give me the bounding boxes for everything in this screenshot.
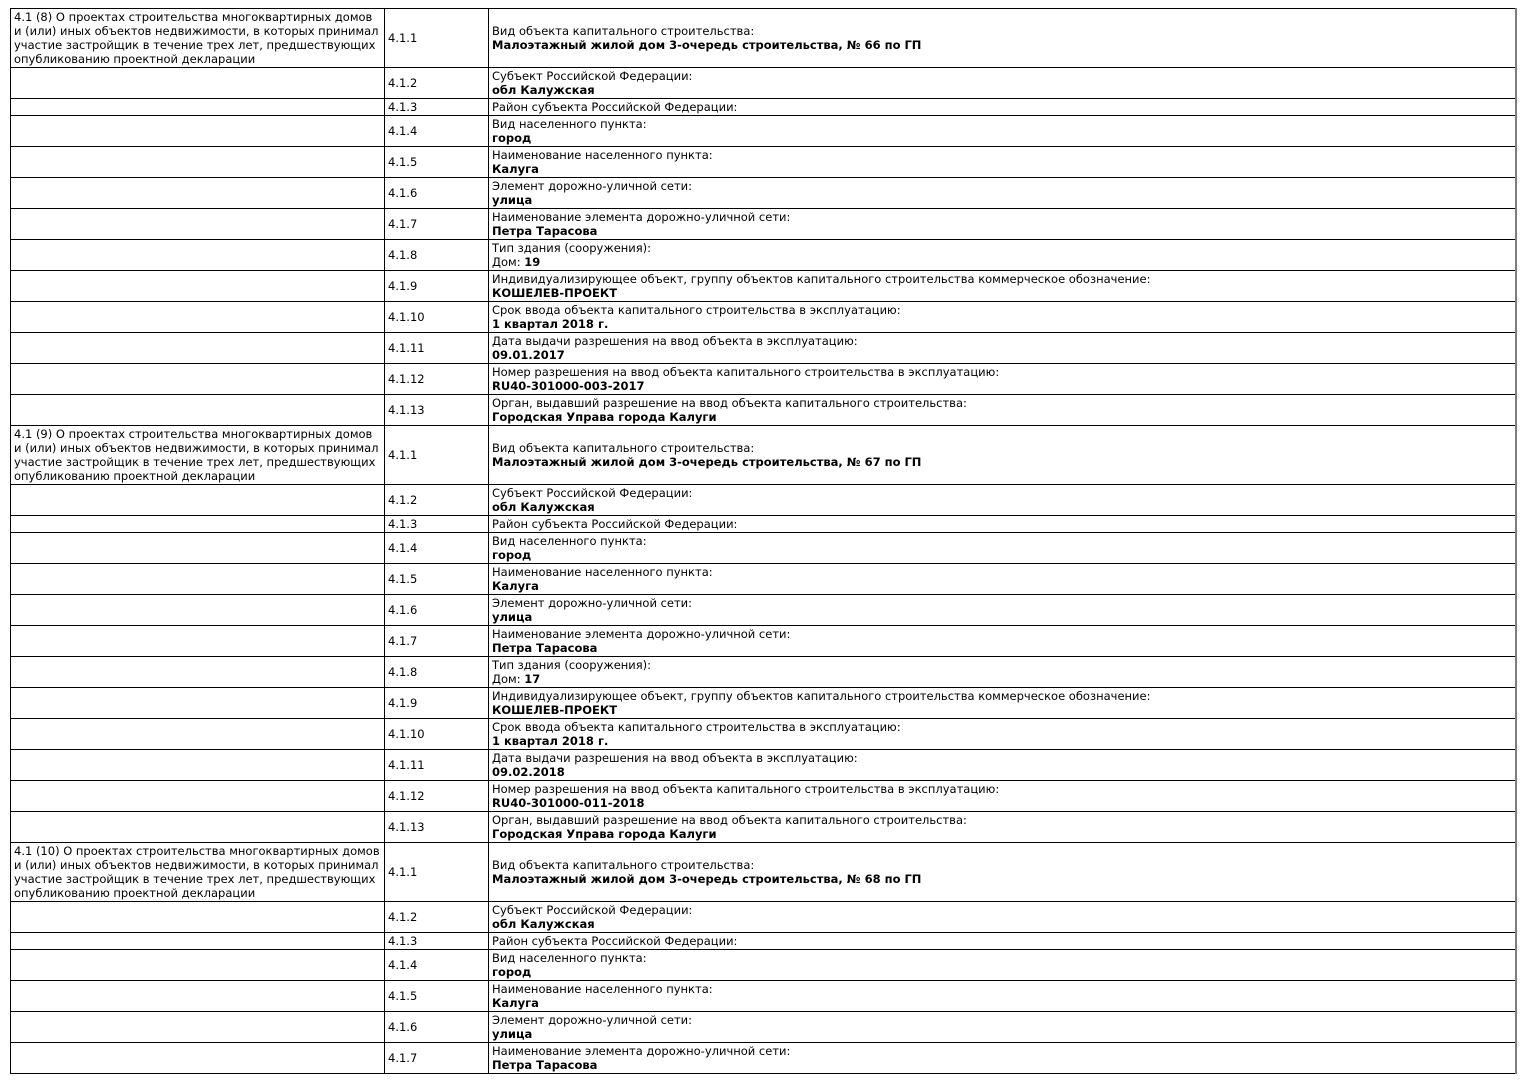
- field-value: обл Калужская: [492, 83, 595, 97]
- field-value: RU40-301000-011-2018: [492, 796, 645, 810]
- table-row: [11, 9, 1517, 68]
- item-number-cell: 4.1.10: [385, 719, 489, 750]
- field-value: 09.01.2017: [492, 348, 565, 362]
- item-number-cell: 4.1.12: [385, 781, 489, 812]
- item-number-cell: 4.1.1: [385, 843, 489, 902]
- item-number-cell: 4.1.8: [385, 657, 489, 688]
- detail-cell: [489, 395, 1517, 426]
- detail-cell: [489, 426, 1517, 485]
- table-row: [11, 302, 1517, 333]
- section-cell: [11, 1012, 385, 1043]
- table-row: [11, 719, 1517, 750]
- item-number-cell: 4.1.2: [385, 68, 489, 99]
- detail-cell: [489, 719, 1517, 750]
- table-row: [11, 271, 1517, 302]
- table-row: [11, 364, 1517, 395]
- field-label: Вид населенного пункта:: [492, 951, 647, 965]
- field-label: Район субъекта Российской Федерации:: [492, 934, 738, 948]
- field-value-line: [492, 917, 1512, 931]
- table-row: [11, 812, 1517, 843]
- table-row: [11, 99, 1517, 116]
- table-row: [11, 516, 1517, 533]
- field-value-line: [492, 548, 1512, 562]
- field-label: Вид населенного пункта:: [492, 534, 647, 548]
- item-number-cell: 4.1.11: [385, 333, 489, 364]
- item-number-cell: 4.1.2: [385, 485, 489, 516]
- section-cell: [11, 333, 385, 364]
- field-label: Орган, выдавший разрешение на ввод объекта капитального строительства:: [492, 813, 967, 827]
- field-label: Вид объекта капитального строительства:: [492, 858, 755, 872]
- field-value: Городская Управа города Калуги: [492, 410, 717, 424]
- item-number-cell: 4.1.6: [385, 178, 489, 209]
- section-cell: [11, 533, 385, 564]
- field-label: Наименование элемента дорожно-уличной сети:: [492, 627, 791, 641]
- section-cell: [11, 99, 385, 116]
- field-label: Субъект Российской Федерации:: [492, 69, 693, 83]
- field-label: Наименование населенного пункта:: [492, 565, 713, 579]
- field-label: Дата выдачи разрешения на ввод объекта в эксплуатацию:: [492, 334, 858, 348]
- item-number-cell: 4.1.12: [385, 364, 489, 395]
- field-value-line: [492, 162, 1512, 176]
- field-value: Городская Управа города Калуги: [492, 827, 717, 841]
- item-number-cell: 4.1.2: [385, 902, 489, 933]
- detail-cell: [489, 485, 1517, 516]
- detail-cell: [489, 116, 1517, 147]
- detail-cell: [489, 364, 1517, 395]
- detail-cell: [489, 209, 1517, 240]
- field-label: Субъект Российской Федерации:: [492, 903, 693, 917]
- field-label: Номер разрешения на ввод объекта капитального строительства в эксплуатацию:: [492, 365, 1000, 379]
- detail-cell: [489, 781, 1517, 812]
- detail-cell: [489, 812, 1517, 843]
- table-row: [11, 657, 1517, 688]
- field-value: 09.02.2018: [492, 765, 565, 779]
- detail-cell: [489, 1012, 1517, 1043]
- field-value-line: [492, 193, 1512, 207]
- item-number-cell: 4.1.4: [385, 116, 489, 147]
- section-cell: [11, 750, 385, 781]
- section-cell: [11, 902, 385, 933]
- table-row: [11, 147, 1517, 178]
- field-value-line: [492, 765, 1512, 779]
- field-value-line: [492, 224, 1512, 238]
- detail-cell: [489, 516, 1517, 533]
- field-label: Тип здания (сооружения):: [492, 658, 652, 672]
- item-number-cell: 4.1.7: [385, 626, 489, 657]
- table-row: [11, 68, 1517, 99]
- field-label: Орган, выдавший разрешение на ввод объекта капитального строительства:: [492, 396, 967, 410]
- item-number-cell: 4.1.13: [385, 395, 489, 426]
- section-cell: [11, 364, 385, 395]
- field-value: Малоэтажный жилой дом 3-очередь строительства, № 68 по ГП: [492, 872, 922, 886]
- item-number-cell: 4.1.5: [385, 147, 489, 178]
- field-value: 17: [524, 672, 541, 686]
- table-row: [11, 485, 1517, 516]
- section-cell: [11, 240, 385, 271]
- table-row: [11, 116, 1517, 147]
- field-value: город: [492, 548, 532, 562]
- detail-cell: [489, 302, 1517, 333]
- field-value-line: [492, 610, 1512, 624]
- detail-cell: [489, 240, 1517, 271]
- item-number-cell: 4.1.6: [385, 1012, 489, 1043]
- field-value-line: [492, 379, 1512, 393]
- field-value-line: [492, 348, 1512, 362]
- field-value: улица: [492, 193, 533, 207]
- detail-cell: [489, 9, 1517, 68]
- detail-cell: [489, 99, 1517, 116]
- section-cell: [11, 595, 385, 626]
- detail-cell: [489, 564, 1517, 595]
- field-label: Вид населенного пункта:: [492, 117, 647, 131]
- item-number-cell: 4.1.13: [385, 812, 489, 843]
- field-value: Петра Тарасова: [492, 641, 598, 655]
- field-value-line: [492, 796, 1512, 810]
- item-number-cell: 4.1.8: [385, 240, 489, 271]
- section-cell: [11, 147, 385, 178]
- section-cell: [11, 781, 385, 812]
- table-row: [11, 209, 1517, 240]
- field-value-line: [492, 703, 1512, 717]
- table-row: [11, 950, 1517, 981]
- field-label: Элемент дорожно-уличной сети:: [492, 1013, 693, 1027]
- table-row: [11, 981, 1517, 1012]
- field-value: город: [492, 131, 532, 145]
- field-label: Индивидуализирующее объект, группу объектов капитального строительства коммерческое обозначение:: [492, 689, 1151, 703]
- detail-cell: [489, 688, 1517, 719]
- item-number-cell: 4.1.3: [385, 99, 489, 116]
- field-label: Срок ввода объекта капитального строительства в эксплуатацию:: [492, 303, 901, 317]
- detail-cell: [489, 1043, 1517, 1074]
- table-row: [11, 688, 1517, 719]
- table-row: [11, 333, 1517, 364]
- field-value: КОШЕЛЕВ-ПРОЕКТ: [492, 286, 618, 300]
- field-value-line: [492, 38, 1512, 52]
- table-row: [11, 626, 1517, 657]
- field-value: Калуга: [492, 162, 539, 176]
- detail-cell: [489, 178, 1517, 209]
- field-value: 1 квартал 2018 г.: [492, 317, 609, 331]
- detail-cell: [489, 595, 1517, 626]
- field-value: Калуга: [492, 579, 539, 593]
- section-cell: [11, 395, 385, 426]
- field-value: улица: [492, 610, 533, 624]
- field-value-line: [492, 1058, 1512, 1072]
- section-cell: [11, 68, 385, 99]
- field-value: 1 квартал 2018 г.: [492, 734, 609, 748]
- table-row: [11, 1012, 1517, 1043]
- item-number-cell: 4.1.10: [385, 302, 489, 333]
- field-value: обл Калужская: [492, 917, 595, 931]
- table-row: [11, 178, 1517, 209]
- table-row: [11, 1043, 1517, 1074]
- detail-cell: [489, 843, 1517, 902]
- table-row: [11, 564, 1517, 595]
- item-number-cell: 4.1.1: [385, 9, 489, 68]
- section-cell: [11, 516, 385, 533]
- field-label: Номер разрешения на ввод объекта капитального строительства в эксплуатацию:: [492, 782, 1000, 796]
- item-number-cell: 4.1.9: [385, 271, 489, 302]
- detail-cell: [489, 271, 1517, 302]
- section-cell: [11, 1043, 385, 1074]
- table-row: [11, 933, 1517, 950]
- detail-cell: [489, 657, 1517, 688]
- section-cell: [11, 302, 385, 333]
- field-value: КОШЕЛЕВ-ПРОЕКТ: [492, 703, 618, 717]
- item-number-cell: 4.1.1: [385, 426, 489, 485]
- field-value-line: [492, 996, 1512, 1010]
- field-value-prefix: Дом:: [492, 255, 525, 269]
- section-cell: [11, 626, 385, 657]
- field-label: Район субъекта Российской Федерации:: [492, 517, 738, 531]
- section-cell: [11, 209, 385, 240]
- field-label: Наименование элемента дорожно-уличной сети:: [492, 210, 791, 224]
- field-value-line: [492, 965, 1512, 979]
- declaration-table: [10, 8, 1517, 1074]
- declaration-table-body: [11, 9, 1517, 1074]
- field-label: Тип здания (сооружения):: [492, 241, 652, 255]
- detail-cell: [489, 533, 1517, 564]
- section-cell: [11, 688, 385, 719]
- section-description: 4.1 (10) О проектах строительства многоквартирных домов и (или) иных объектов недвижимости, в которых принимал участие застройщик в течение трех лет, предшествующих опубликованию проектной декларации: [11, 843, 385, 902]
- item-number-cell: 4.1.3: [385, 933, 489, 950]
- section-description: 4.1 (8) О проектах строительства многоквартирных домов и (или) иных объектов недвижимости, в которых принимал участие застройщик в течение трех лет, предшествующих опубликованию проектной декларации: [11, 9, 385, 68]
- item-number-cell: 4.1.5: [385, 981, 489, 1012]
- field-value-line: [492, 672, 1512, 686]
- item-number-cell: 4.1.3: [385, 516, 489, 533]
- detail-cell: [489, 626, 1517, 657]
- section-cell: [11, 981, 385, 1012]
- field-value: город: [492, 965, 532, 979]
- field-value-line: [492, 827, 1512, 841]
- detail-cell: [489, 333, 1517, 364]
- table-row: [11, 781, 1517, 812]
- field-value-line: [492, 83, 1512, 97]
- table-row: [11, 240, 1517, 271]
- field-value-line: [492, 131, 1512, 145]
- detail-cell: [489, 950, 1517, 981]
- field-value-line: [492, 500, 1512, 514]
- field-value: Калуга: [492, 996, 539, 1010]
- field-value: улица: [492, 1027, 533, 1041]
- item-number-cell: 4.1.7: [385, 1043, 489, 1074]
- field-label: Наименование населенного пункта:: [492, 148, 713, 162]
- detail-cell: [489, 981, 1517, 1012]
- field-value-line: [492, 872, 1512, 886]
- item-number-cell: 4.1.4: [385, 533, 489, 564]
- table-row: [11, 595, 1517, 626]
- table-row: [11, 843, 1517, 902]
- field-label: Элемент дорожно-уличной сети:: [492, 596, 693, 610]
- detail-cell: [489, 68, 1517, 99]
- field-value-line: [492, 641, 1512, 655]
- section-cell: [11, 564, 385, 595]
- field-value: Малоэтажный жилой дом 3-очередь строительства, № 67 по ГП: [492, 455, 922, 469]
- detail-cell: [489, 750, 1517, 781]
- item-number-cell: 4.1.5: [385, 564, 489, 595]
- item-number-cell: 4.1.9: [385, 688, 489, 719]
- section-cell: [11, 933, 385, 950]
- table-row: [11, 395, 1517, 426]
- section-cell: [11, 271, 385, 302]
- table-row: [11, 426, 1517, 485]
- field-value-line: [492, 317, 1512, 331]
- field-label: Срок ввода объекта капитального строительства в эксплуатацию:: [492, 720, 901, 734]
- field-label: Вид объекта капитального строительства:: [492, 24, 755, 38]
- field-value-line: [492, 579, 1512, 593]
- field-value-line: [492, 286, 1512, 300]
- field-value-line: [492, 734, 1512, 748]
- field-value-line: [492, 455, 1512, 469]
- item-number-cell: 4.1.6: [385, 595, 489, 626]
- field-value: 19: [524, 255, 541, 269]
- field-label: Дата выдачи разрешения на ввод объекта в эксплуатацию:: [492, 751, 858, 765]
- item-number-cell: 4.1.11: [385, 750, 489, 781]
- section-cell: [11, 812, 385, 843]
- table-row: [11, 750, 1517, 781]
- table-row: [11, 533, 1517, 564]
- field-value: RU40-301000-003-2017: [492, 379, 645, 393]
- field-value: обл Калужская: [492, 500, 595, 514]
- section-cell: [11, 485, 385, 516]
- section-description: 4.1 (9) О проектах строительства многоквартирных домов и (или) иных объектов недвижимости, в которых принимал участие застройщик в течение трех лет, предшествующих опубликованию проектной декларации: [11, 426, 385, 485]
- section-cell: [11, 178, 385, 209]
- field-label: Вид объекта капитального строительства:: [492, 441, 755, 455]
- field-value-line: [492, 410, 1512, 424]
- field-value-prefix: Дом:: [492, 672, 525, 686]
- field-value: Малоэтажный жилой дом 3-очередь строительства, № 66 по ГП: [492, 38, 922, 52]
- field-label: Элемент дорожно-уличной сети:: [492, 179, 693, 193]
- field-value: Петра Тарасова: [492, 1058, 598, 1072]
- field-label: Индивидуализирующее объект, группу объектов капитального строительства коммерческое обозначение:: [492, 272, 1151, 286]
- table-row: [11, 902, 1517, 933]
- item-number-cell: 4.1.7: [385, 209, 489, 240]
- section-cell: [11, 719, 385, 750]
- section-cell: [11, 116, 385, 147]
- detail-cell: [489, 902, 1517, 933]
- detail-cell: [489, 933, 1517, 950]
- field-label: Наименование населенного пункта:: [492, 982, 713, 996]
- field-label: Наименование элемента дорожно-уличной сети:: [492, 1044, 791, 1058]
- section-cell: [11, 950, 385, 981]
- item-number-cell: 4.1.4: [385, 950, 489, 981]
- detail-cell: [489, 147, 1517, 178]
- field-label: Район субъекта Российской Федерации:: [492, 100, 738, 114]
- field-value-line: [492, 1027, 1512, 1041]
- field-label: Субъект Российской Федерации:: [492, 486, 693, 500]
- field-value-line: [492, 255, 1512, 269]
- section-cell: [11, 657, 385, 688]
- field-value: Петра Тарасова: [492, 224, 598, 238]
